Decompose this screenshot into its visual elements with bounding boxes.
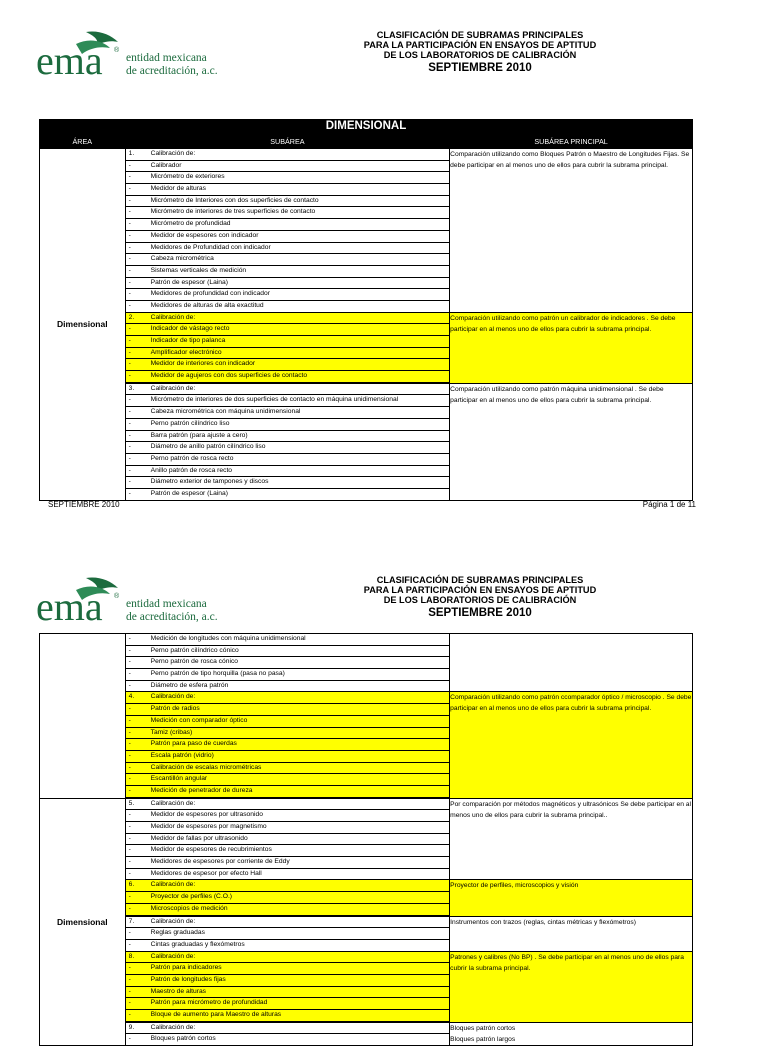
subarea-line: [126, 172, 450, 184]
subarea-line: [126, 196, 450, 208]
list-marker: -: [128, 681, 131, 689]
subarea-line: [126, 301, 450, 312]
header-title-3: DE LOS LABORATORIOS DE CALIBRACIÓN: [383, 595, 577, 606]
logo-text: [126, 598, 218, 624]
subarea-line: [126, 799, 449, 811]
subarea-line: [126, 278, 450, 290]
list-marker: -: [128, 846, 131, 854]
list-marker: -: [128, 454, 131, 462]
subarea-item-text: Medidor de espesores por magnetismo: [150, 823, 267, 830]
subrama-group-row: [40, 383, 693, 500]
subarea-item-text: Patrón de longitudes fijas: [150, 975, 226, 983]
subarea-item-text: Microscopios de medición: [150, 904, 228, 912]
area-cell: Dimensional: [40, 798, 126, 1045]
subarea-item-text: Medidores de espesor por efecto Hall: [150, 869, 262, 877]
header-title-2: PARA LA PARTICIPACIÓN EN ENSAYOS DE APTITUD: [363, 40, 597, 51]
subarea-item-text: Escantillón angular: [150, 775, 208, 783]
subarea-item-text: Escala patrón (vidrio): [150, 751, 214, 759]
svg-text:ema: ema: [36, 584, 103, 629]
list-marker: -: [128, 220, 131, 228]
svg-text:ema: ema: [36, 38, 103, 83]
subrama-group-row: [40, 880, 693, 916]
subarea-line: [126, 669, 449, 681]
subarea-line: [126, 371, 450, 383]
subarea-item-text: Sistemas verticales de medición: [150, 266, 247, 274]
subarea-line: [126, 952, 449, 964]
list-marker: -: [128, 964, 131, 972]
subarea-line: [126, 324, 450, 336]
subarea-line: [126, 266, 450, 278]
page-number: Página 1 de 11: [642, 500, 696, 509]
subarea-line: [126, 822, 449, 834]
subarea-item-text: Calibrador: [150, 161, 182, 169]
principal-subarea-cell: Instrumentos con trazos (reglas, cintas métricas y flexómetros): [450, 916, 693, 951]
subarea-line: [126, 786, 449, 798]
subarea-item-text: Perno patrón de rosca cónico: [150, 658, 239, 666]
subarea-line: [126, 419, 450, 431]
subarea-line: [126, 1023, 449, 1035]
subarea-line: [126, 395, 450, 407]
subarea-line: [126, 231, 450, 243]
subarea-cell: [125, 916, 449, 951]
subarea-item-text: Micrómetro de interiores de tres superficies de contacto: [150, 208, 316, 216]
list-marker: -: [128, 208, 131, 216]
subarea-line: [126, 336, 450, 348]
subarea-item-text: Barra patrón (para ajuste a cero): [150, 431, 248, 439]
subarea-line: [126, 313, 450, 325]
subarea-cell: [125, 1022, 449, 1045]
list-marker: -: [128, 478, 131, 486]
subarea-line: [126, 477, 450, 489]
list-marker: -: [128, 646, 131, 654]
subarea-item-text: Medidor de espesores de recubrimientos: [150, 846, 272, 854]
list-marker: -: [128, 196, 131, 204]
subarea-item-text: Cabeza micrométrica: [150, 255, 214, 263]
list-marker: -: [128, 975, 131, 983]
subarea-item-text: Perno patrón cilíndrico cónico: [150, 646, 239, 654]
subrama-group-row: [40, 951, 693, 1022]
principal-subarea-cell: [450, 634, 693, 692]
subarea-item-text: Diámetro exterior de tampones y discos: [150, 478, 269, 486]
subarea-item-text: Medición con comparador óptico: [150, 716, 248, 724]
subarea-item-text: Proyector de perfiles (C.O.): [150, 893, 233, 901]
subarea-cell: [125, 312, 450, 383]
document-header: [330, 575, 630, 620]
list-marker: -: [128, 337, 131, 344]
header-date: SEPTIEMBRE 2010: [428, 606, 532, 619]
list-marker: -: [128, 278, 131, 286]
subrama-group-row: [40, 149, 693, 313]
subarea-line: [126, 857, 449, 869]
list-marker: 3.: [128, 384, 135, 392]
list-marker: 4.: [128, 693, 135, 701]
subarea-line: [126, 634, 449, 646]
subarea-item-text: Calibración de:: [150, 150, 196, 157]
list-marker: -: [128, 325, 131, 333]
subarea-item-text: Indicador de vástago recto: [150, 325, 230, 333]
list-marker: -: [128, 243, 131, 251]
subarea-item-text: Bloques patrón cortos: [150, 1035, 216, 1043]
list-marker: -: [128, 372, 131, 380]
list-marker: -: [128, 266, 131, 274]
column-header-principal: SUBÁREA PRINCIPAL: [450, 137, 693, 149]
subarea-line: [126, 657, 449, 669]
list-marker: -: [128, 1035, 131, 1043]
subarea-item-text: Calibración de escalas micrométricas: [150, 763, 262, 771]
subarea-item-text: Medidor de fallas por ultrasonido: [150, 834, 248, 842]
table-body: [40, 149, 693, 501]
list-marker: -: [128, 1011, 131, 1018]
subarea-item-text: Medidor de agujeros con dos superficies de contacto: [150, 372, 308, 380]
subarea-item-text: Medidores de profundidad con indicador: [150, 290, 270, 298]
subarea-line: [126, 739, 449, 751]
list-marker: -: [128, 658, 131, 666]
footer-date: SEPTIEMBRE 2010: [48, 500, 120, 509]
list-marker: -: [128, 987, 131, 995]
list-marker: -: [128, 670, 131, 678]
subarea-item-text: Medidor de alturas: [150, 185, 206, 193]
subarea-line: [126, 289, 450, 301]
principal-subarea-cell: Comparación utilizando como patrón ccomparador óptico / microscopio . Se debe participar en al menos uno de ellos para cubrir la subrama principal.: [450, 692, 693, 798]
subarea-item-text: Calibración de:: [150, 1023, 196, 1031]
subarea-item-text: Perno patrón de rosca recto: [150, 454, 234, 462]
subarea-cell: [125, 149, 450, 313]
subarea-item-text: Amplificador electrónico: [150, 348, 222, 356]
principal-subarea-cell: Por comparación por métodos magnéticos y ultrasónicos Se debe participar en al menos uno de ellos para cubrir la subrama principal..: [450, 798, 693, 880]
list-marker: -: [128, 443, 131, 451]
subrama-group-row: [40, 1022, 693, 1045]
subarea-line: [126, 254, 450, 266]
subarea-line: [126, 834, 449, 846]
subarea-line: [126, 681, 449, 692]
table-body: [40, 634, 693, 1046]
principal-subarea-cell: Bloques patrón cortos Bloques patrón largos: [450, 1022, 693, 1045]
subarea-line: [126, 161, 450, 173]
header-title-1: CLASIFICACIÓN DE SUBRAMAS PRINCIPALES: [376, 30, 584, 40]
list-marker: -: [128, 290, 131, 298]
list-marker: -: [128, 360, 131, 368]
subarea-item-text: Calibración de:: [150, 881, 196, 889]
document-header: [330, 30, 630, 75]
subarea-line: [126, 728, 449, 740]
subarea-item-text: Micrómetro de exteriores: [150, 173, 225, 181]
list-marker: -: [128, 348, 131, 356]
subarea-line: [126, 774, 449, 786]
header-date: SEPTIEMBRE 2010: [428, 61, 532, 74]
subrama-group-row: [40, 798, 693, 880]
classification-table-page-2: [39, 633, 693, 1046]
subarea-item-text: Reglas graduadas: [150, 929, 205, 937]
subarea-cell: [125, 798, 449, 880]
logo-line-2: de acreditación, a.c.: [126, 611, 218, 623]
svg-text:®: ®: [114, 47, 120, 54]
subrama-group-row: [40, 692, 693, 798]
column-header-subarea: SUBÁREA: [125, 137, 450, 149]
subarea-line: [126, 763, 449, 775]
subarea-item-text: Calibración de:: [150, 952, 196, 960]
list-marker: -: [128, 705, 131, 713]
subarea-line: [126, 466, 450, 478]
subarea-line: [126, 704, 449, 716]
subarea-line: [126, 489, 450, 500]
list-marker: -: [128, 301, 131, 309]
subarea-line: [126, 940, 449, 951]
subarea-item-text: Calibración de:: [150, 313, 196, 321]
list-marker: 6.: [128, 881, 135, 889]
list-marker: -: [128, 489, 131, 497]
subarea-line: [126, 407, 450, 419]
logo-text: [126, 52, 218, 78]
principal-subarea-cell: Comparación utilizando como patrón máquina unidimensional . Se debe participar en al menos uno de ellos para cubrir la subrama principal.: [450, 383, 693, 500]
section-title: DIMENSIONAL: [40, 120, 693, 137]
list-marker: -: [128, 255, 131, 263]
subarea-line: [126, 975, 449, 987]
subarea-item-text: Cabeza micrométrica con máquina unidimensional: [150, 408, 301, 416]
list-marker: -: [128, 728, 131, 736]
header-title-2: PARA LA PARTICIPACIÓN EN ENSAYOS DE APTITUD: [363, 585, 597, 596]
list-marker: -: [128, 231, 131, 239]
classification-table-page-1: [39, 119, 693, 501]
subarea-line: [126, 149, 450, 161]
list-marker: -: [128, 823, 131, 830]
subarea-line: [126, 184, 450, 196]
list-marker: 1.: [128, 150, 135, 157]
subarea-line: [126, 869, 449, 880]
list-marker: -: [128, 161, 131, 169]
list-marker: -: [128, 716, 131, 724]
subarea-item-text: Medición de longitudes con máquina unidimensional: [150, 635, 306, 642]
subarea-item-text: Perno patrón de tipo horquilla (pasa no pasa): [150, 670, 285, 678]
header-title-1: CLASIFICACIÓN DE SUBRAMAS PRINCIPALES: [376, 575, 584, 585]
subarea-item-text: Diámetro de esfera patrón: [150, 681, 229, 689]
page-2: [0, 560, 768, 1043]
subarea-line: [126, 207, 450, 219]
column-header-area: ÁREA: [40, 137, 126, 149]
list-marker: 5.: [128, 799, 135, 807]
subarea-item-text: Micrómetro de profundidad: [150, 220, 231, 228]
subarea-item-text: Medidores de alturas de alta exactitud: [150, 301, 264, 309]
subarea-line: [126, 442, 450, 454]
subarea-line: [126, 243, 450, 255]
subarea-line: [126, 810, 449, 822]
subarea-item-text: Medidor de interiores con indicador: [150, 360, 256, 368]
principal-subarea-cell: Comparación utilizando como Bloques Patrón o Maestro de Longitudes Fijas. Se debe participar en al menos uno de ellos para cubrir la subrama principal.: [450, 149, 693, 313]
logo-line-2: de acreditación, a.c.: [126, 65, 218, 77]
subarea-line: [126, 384, 450, 396]
subarea-line: [126, 359, 450, 371]
subrama-group-row: [40, 312, 693, 383]
logo-line-1: entidad mexicana: [126, 52, 207, 64]
subarea-line: [126, 904, 449, 916]
subarea-item-text: Anillo patrón de rosca recto: [150, 466, 233, 474]
svg-text:®: ®: [114, 593, 120, 600]
subarea-item-text: Diámetro de anillo patrón cilíndrico liso: [150, 443, 266, 451]
list-marker: -: [128, 466, 131, 474]
subarea-line: [126, 751, 449, 763]
list-marker: -: [128, 834, 131, 842]
area-cell: Dimensional: [40, 149, 126, 501]
subrama-group-row: [40, 916, 693, 951]
principal-subarea-cell: Proyector de perfiles, microscopios y visión: [450, 880, 693, 916]
subarea-item-text: Maestro de alturas: [150, 987, 207, 995]
subarea-item-text: Patrón para paso de cuerdas: [150, 740, 237, 748]
subarea-line: [126, 431, 450, 443]
subarea-line: [126, 1034, 449, 1045]
subarea-item-text: Micrómetro de interiores de dos superficies de contacto en máquina unidimensional: [150, 396, 399, 404]
subarea-item-text: Medidor de espesores por ultrasonido: [150, 811, 263, 819]
subarea-item-text: Patrón de radios: [150, 705, 200, 713]
list-marker: -: [128, 775, 131, 783]
subarea-line: [126, 454, 450, 466]
subarea-item-text: Patrón para micrómetro de profundidad: [150, 999, 268, 1007]
subarea-cell: [125, 951, 449, 1022]
list-marker: 8.: [128, 952, 135, 960]
list-marker: -: [128, 999, 131, 1007]
list-marker: -: [128, 751, 131, 759]
list-marker: -: [128, 893, 131, 901]
subarea-item-text: Calibración de:: [150, 917, 196, 925]
list-marker: -: [128, 869, 131, 877]
subarea-item-text: Indicador de tipo palanca: [150, 337, 226, 344]
subarea-line: [126, 845, 449, 857]
subarea-line: [126, 892, 449, 904]
subarea-item-text: Medidor de espesores con indicador: [150, 231, 259, 239]
subarea-cell: [125, 880, 449, 916]
subarea-item-text: Patrón de espesor (Laina): [150, 278, 228, 286]
list-marker: 2.: [128, 313, 135, 321]
subarea-item-text: Patrón de espesor (Laina): [150, 489, 228, 497]
principal-subarea-cell: Patrones y calibres (No BP) . Se debe participar en al menos uno de ellos para cubrir la subrama principal.: [450, 951, 693, 1022]
list-marker: -: [128, 929, 131, 937]
subarea-item-text: Cintas graduadas y flexómetros: [150, 940, 245, 948]
subarea-item-text: Patrón para indicadores: [150, 964, 222, 972]
list-marker: 9.: [128, 1023, 135, 1031]
list-marker: -: [128, 431, 131, 439]
subarea-cell: [125, 383, 450, 500]
subarea-item-text: Tamiz (cribas): [150, 728, 193, 736]
subarea-item-text: Calibración de:: [150, 693, 196, 701]
subarea-line: [126, 998, 449, 1010]
subarea-line: [126, 219, 450, 231]
list-marker: -: [128, 635, 131, 642]
subarea-cell: [125, 634, 449, 692]
list-marker: -: [128, 904, 131, 912]
subarea-item-text: Calibración de:: [150, 799, 196, 807]
subarea-line: [126, 692, 449, 704]
list-marker: -: [128, 786, 131, 794]
list-marker: -: [128, 811, 131, 819]
list-marker: 7.: [128, 917, 135, 925]
subarea-line: [126, 917, 449, 929]
subarea-item-text: Medidores de Profundidad con indicador: [150, 243, 271, 251]
subarea-line: [126, 987, 449, 999]
subarea-line: [126, 880, 449, 892]
list-marker: -: [128, 419, 131, 427]
subarea-line: [126, 716, 449, 728]
list-marker: -: [128, 185, 131, 193]
subarea-line: [126, 646, 449, 658]
subrama-group-row: [40, 634, 693, 692]
page-1: [0, 0, 768, 520]
list-marker: -: [128, 173, 131, 181]
subarea-line: [126, 963, 449, 975]
subarea-line: [126, 1010, 449, 1022]
list-marker: -: [128, 408, 131, 416]
list-marker: -: [128, 396, 131, 404]
subarea-item-text: Medidores de espesores por corriente de Eddy: [150, 858, 290, 866]
subarea-item-text: Perno patrón cilíndrico liso: [150, 419, 230, 427]
area-cell: [40, 634, 126, 799]
logo-line-1: entidad mexicana: [126, 598, 207, 610]
list-marker: -: [128, 740, 131, 748]
principal-subarea-cell: Comparación utilizando como patrón un calibrador de indicadores . Se debe participar en al menos uno de ellos para cubrir la subrama principal.: [450, 312, 693, 383]
list-marker: -: [128, 940, 131, 948]
list-marker: -: [128, 763, 131, 771]
subarea-item-text: Micrómetro de Interiores con dos superficies de contacto: [150, 196, 319, 204]
subarea-item-text: Medición de penetrador de dureza: [150, 786, 253, 794]
subarea-item-text: Calibración de:: [150, 384, 196, 392]
list-marker: -: [128, 858, 131, 866]
subarea-cell: [125, 692, 449, 798]
header-title-3: DE LOS LABORATORIOS DE CALIBRACIÓN: [383, 50, 577, 61]
subarea-item-text: Bloque de aumento para Maestro de alturas: [150, 1011, 282, 1018]
subarea-line: [126, 348, 450, 360]
subarea-line: [126, 928, 449, 940]
